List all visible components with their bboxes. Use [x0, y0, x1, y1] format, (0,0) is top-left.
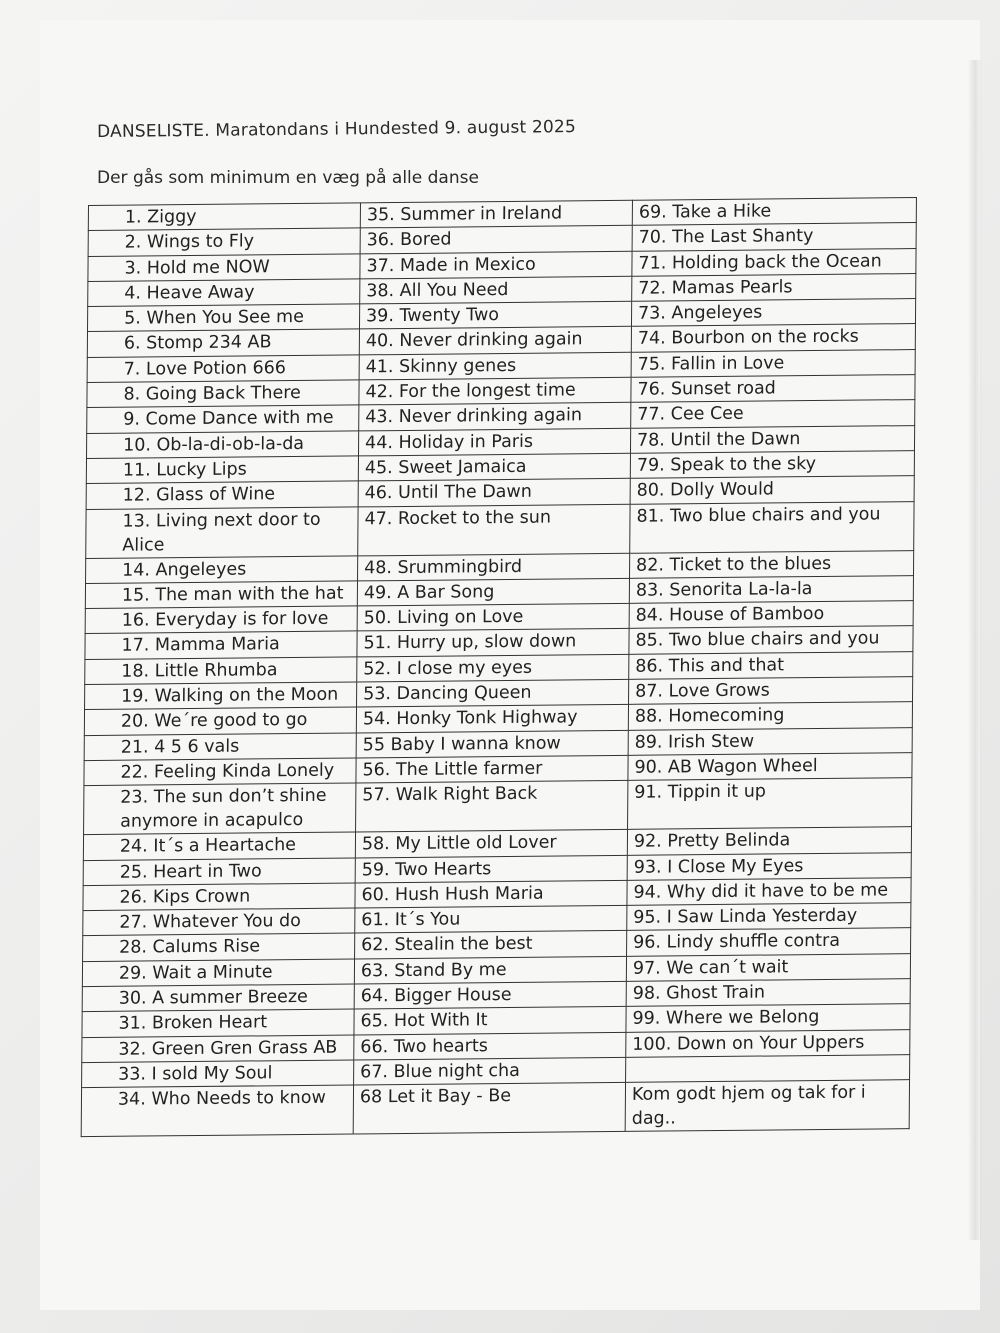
- dance-cell: 30. A summer Breeze: [82, 984, 354, 1012]
- dance-cell: 24. It´s a Heartache: [83, 832, 355, 860]
- table-row: [81, 1080, 909, 1137]
- dance-cell: 14. Angeleyes: [86, 555, 358, 583]
- dance-cell: 19. Walking on the Moon: [85, 682, 357, 710]
- document-subtitle: Der gås som minimum en væg på alle danse: [97, 168, 479, 188]
- dance-cell: 65. Hot With It: [354, 1007, 626, 1035]
- dance-cell: 91. Tippin it up: [628, 778, 912, 830]
- dance-cell: 92. Pretty Belinda: [627, 827, 911, 855]
- dance-cell: 39. Twenty Two: [359, 301, 631, 329]
- dance-cell: 54. Honky Tonk Highway: [356, 705, 628, 733]
- dance-list-body: [81, 198, 916, 1137]
- dance-cell: 85. Two blue chairs and you: [629, 626, 913, 654]
- dance-cell: 8. Going Back There: [87, 380, 359, 408]
- dance-cell: 52. I close my eyes: [357, 654, 629, 682]
- dance-cell: 4. Heave Away: [88, 279, 360, 307]
- dance-cell: 10. Ob-la-di-ob-la-da: [87, 431, 359, 459]
- dance-cell: 96. Lindy shuffle contra: [627, 928, 911, 956]
- dance-cell: 2. Wings to Fly: [88, 228, 360, 256]
- dance-cell: 70. The Last Shanty: [632, 223, 916, 251]
- dance-cell: 57. Walk Right Back: [356, 781, 628, 833]
- dance-cell: 7. Love Potion 666: [87, 355, 359, 383]
- dance-cell: 47. Rocket to the sun: [358, 504, 630, 556]
- dance-cell: 55 Baby I wanna know: [356, 730, 628, 758]
- dance-cell: 61. It´s You: [355, 905, 627, 933]
- dance-cell: 25. Heart in Two: [83, 857, 355, 885]
- dance-cell: 36. Bored: [360, 226, 632, 254]
- dance-cell: 11. Lucky Lips: [86, 456, 358, 484]
- dance-cell: 49. A Bar Song: [357, 578, 629, 606]
- dance-cell: 3. Hold me NOW: [88, 253, 360, 281]
- dance-cell: 60. Hush Hush Maria: [355, 880, 627, 908]
- dance-cell: 87. Love Grows: [629, 677, 913, 705]
- dance-cell: [626, 1055, 910, 1083]
- dance-cell: 9. Come Dance with me: [87, 405, 359, 433]
- dance-cell: 67. Blue night cha: [354, 1057, 626, 1085]
- dance-cell: 46. Until The Dawn: [358, 479, 630, 507]
- dance-cell: 45. Sweet Jamaica: [358, 453, 630, 481]
- dance-cell: 62. Stealin the best: [355, 931, 627, 959]
- dance-cell: 84. House of Bamboo: [629, 601, 913, 629]
- dance-cell: 32. Green Gren Grass AB: [82, 1035, 354, 1063]
- dance-cell: 18. Little Rhumba: [85, 657, 357, 685]
- dance-cell: 31. Broken Heart: [82, 1009, 354, 1037]
- dance-cell: 41. Skinny genes: [359, 352, 631, 380]
- dance-cell: 27. Whatever You do: [83, 908, 355, 936]
- dance-cell: 34. Who Needs to know: [81, 1085, 353, 1137]
- dance-cell: 50. Living on Love: [357, 603, 629, 631]
- dance-list-table: [81, 197, 917, 1137]
- dance-cell: 74. Bourbon on the rocks: [631, 324, 915, 352]
- dance-cell: 6. Stomp 234 AB: [87, 329, 359, 357]
- dance-cell: 95. I Saw Linda Yesterday: [627, 903, 911, 931]
- dance-cell: 72. Mamas Pearls: [632, 273, 916, 301]
- dance-cell: 89. Irish Stew: [628, 727, 912, 755]
- dance-cell: 56. The Little farmer: [356, 755, 628, 783]
- dance-cell: 23. The sun don’t shine anymore in acapulco: [84, 783, 356, 835]
- dance-cell: 80. Dolly Would: [630, 476, 914, 504]
- dance-cell: 5. When You See me: [88, 304, 360, 332]
- dance-cell: Kom godt hjem og tak for i dag..: [625, 1080, 909, 1132]
- table-row: [84, 778, 912, 835]
- dance-cell: 94. Why did it have to be me: [627, 877, 911, 905]
- dance-cell: 100. Down on Your Uppers: [626, 1029, 910, 1057]
- dance-cell: 43. Never drinking again: [359, 403, 631, 431]
- dance-cell: 79. Speak to the sky: [630, 451, 914, 479]
- dance-cell: 88. Homecoming: [628, 702, 912, 730]
- dance-cell: 20. We´re good to go: [84, 707, 356, 735]
- dance-cell: 42. For the longest time: [359, 377, 631, 405]
- dance-cell: 86. This and that: [629, 651, 913, 679]
- dance-cell: 81. Two blue chairs and you: [630, 501, 914, 553]
- dance-cell: 73. Angeleyes: [631, 299, 915, 327]
- dance-cell: 77. Cee Cee: [631, 400, 915, 428]
- dance-cell: 63. Stand By me: [354, 956, 626, 984]
- dance-cell: 82. Ticket to the blues: [630, 550, 914, 578]
- dance-cell: 71. Holding back the Ocean: [632, 248, 916, 276]
- dance-cell: 13. Living next door to Alice: [86, 506, 358, 558]
- dance-cell: 40. Never drinking again: [359, 327, 631, 355]
- dance-cell: 68 Let it Bay - Be: [353, 1083, 625, 1135]
- dance-cell: 64. Bigger House: [354, 981, 626, 1009]
- dance-cell: 33. I sold My Soul: [82, 1060, 354, 1088]
- dance-cell: 16. Everyday is for love: [85, 606, 357, 634]
- dance-cell: 58. My Little old Lover: [355, 830, 627, 858]
- dance-cell: 12. Glass of Wine: [86, 481, 358, 509]
- dance-cell: 44. Holiday in Paris: [358, 428, 630, 456]
- dance-cell: 90. AB Wagon Wheel: [628, 753, 912, 781]
- dance-cell: 97. We can´t wait: [626, 953, 910, 981]
- dance-cell: 28. Calums Rise: [83, 933, 355, 961]
- dance-cell: 26. Kips Crown: [83, 883, 355, 911]
- dance-cell: 66. Two hearts: [354, 1032, 626, 1060]
- dance-cell: 69. Take a Hike: [632, 198, 916, 226]
- dance-cell: 37. Made in Mexico: [360, 251, 632, 279]
- dance-cell: 59. Two Hearts: [355, 855, 627, 883]
- dance-cell: 21. 4 5 6 vals: [84, 733, 356, 761]
- dance-cell: 35. Summer in Ireland: [360, 200, 632, 228]
- plastic-sleeve-edge: [968, 60, 982, 1240]
- dance-cell: 83. Senorita La-la-la: [629, 575, 913, 603]
- dance-cell: 22. Feeling Kinda Lonely: [84, 758, 356, 786]
- dance-cell: 76. Sunset road: [631, 375, 915, 403]
- dance-cell: 15. The man with the hat: [85, 581, 357, 609]
- dance-cell: 93. I Close My Eyes: [627, 852, 911, 880]
- dance-cell: 78. Until the Dawn: [630, 425, 914, 453]
- dance-cell: 53. Dancing Queen: [357, 679, 629, 707]
- document-title: DANSELISTE. Maratondans i Hundested 9. august 2025: [97, 116, 577, 142]
- dance-cell: 98. Ghost Train: [626, 979, 910, 1007]
- dance-cell: 29. Wait a Minute: [82, 959, 354, 987]
- dance-cell: 48. Srummingbird: [358, 553, 630, 581]
- dance-cell: 38. All You Need: [360, 276, 632, 304]
- table-row: [86, 501, 914, 558]
- dance-cell: 51. Hurry up, slow down: [357, 629, 629, 657]
- dance-cell: 75. Fallin in Love: [631, 349, 915, 377]
- dance-cell: 1. Ziggy: [88, 203, 360, 231]
- dance-cell: 17. Mamma Maria: [85, 631, 357, 659]
- dance-cell: 99. Where we Belong: [626, 1004, 910, 1032]
